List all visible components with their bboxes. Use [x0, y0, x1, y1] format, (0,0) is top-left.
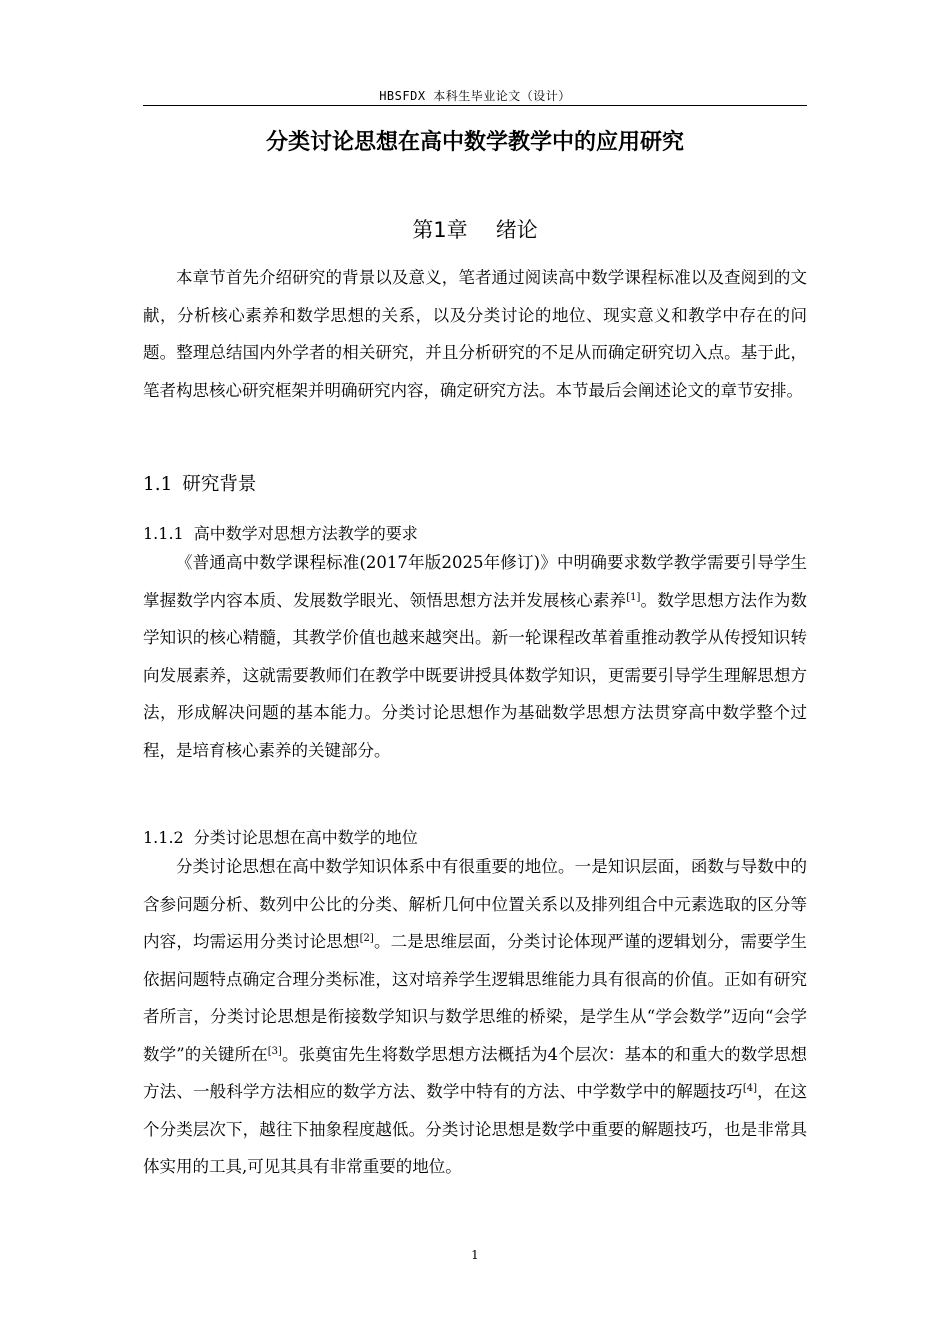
section-number: 1.1.1 [143, 524, 184, 543]
paragraph-text: 。二是思维层面，分类讨论体现严谨的逻辑划分，需要学生依据问题特点确定合理分类标准，这对培养学生逻辑思维能力具有很高的价值。正如有研究者所言，分类讨论思想是衔接数学知识与数学思维的桥梁，是学生从“学会数学”迈向“会学数学”的关键所在 [143, 932, 808, 1064]
section-title: 研究背景 [182, 474, 257, 495]
running-header: HBSFDX 本科生毕业论文（设计） [379, 89, 571, 103]
paragraph-text: 分类讨论思想在高中数学知识体系中有很重要的地位。一是知识层面，函数与导数中的含参问题分析、数列中公比的分类、解析几何中位置关系以及排列组合中元素选取的区分等内容，均需运用分类讨论思想 [143, 857, 807, 951]
chapter-number: 第1章 [412, 218, 468, 242]
section-number: 1.1 [143, 474, 173, 495]
section-title: 分类讨论思想在高中数学的地位 [193, 828, 418, 847]
citation-ref: [4] [742, 1083, 758, 1094]
section-title: 高中数学对思想方法教学的要求 [193, 524, 418, 543]
page-number: 1 [471, 1248, 479, 1262]
chapter-heading [143, 214, 807, 246]
citation-ref: [3] [267, 1045, 282, 1057]
section-heading-1-1 [143, 470, 256, 500]
section-number: 1.1.2 [143, 828, 184, 847]
thesis-title: 分类讨论思想在高中数学教学中的应用研究 [265, 130, 684, 155]
body-paragraph-1-1-2 [143, 848, 807, 1186]
body-paragraph-1-1-1 [143, 544, 807, 769]
intro-paragraph: 本章节首先介绍研究的背景以及意义，笔者通过阅读高中数学课程标准以及查阅到的文献，分析核心素养和数学思想的关系，以及分类讨论的地位、现实意义和教学中存在的问题。整理总结国内外学者的相关研究，并且分析研究的不足从而确定研究切入点。基于此，笔者构思核心研究框架并明确研究内容，确定研究方法。本节最后会阐述论文的章节安排。 [143, 268, 807, 400]
paragraph-text: 《普通高中数学课程标准(2017年版2025年修订)》中明确要求数学教学需要引导学生掌握数学内容本质、发展数学眼光、领悟思想方法并发展核心素养 [143, 553, 807, 610]
paragraph-text: 。张奠宙先生将数学思想方法概括为4个层次：基本的和重大的数学思想方法、一般科学方法相应的数学方法、数学中特有的方法、中学数学中的解题技巧 [143, 1044, 808, 1101]
paragraph-text: 。数学思想方法作为数学知识的核心精髓，其教学价值也越来越突出。新一轮课程改革着重推动教学从传授知识转向发展素养，这就需要教师们在教学中既要讲授具体数学知识，更需要引导学生理解思想方法，形成解决问题的基本能力。分类讨论思想作为基础数学思想方法贯穿高中数学整个过程，是培育核心素养的关键部分。 [143, 590, 808, 760]
header-rule [143, 105, 807, 106]
chapter-title: 绪论 [495, 218, 538, 242]
citation-ref: [2] [359, 933, 374, 944]
citation-ref: [1] [626, 591, 641, 603]
paragraph-text: ，在这个分类层次下，越往下抽象程度越低。分类讨论思想是数学中重要的解题技巧，也是非常具体实用的工具,可见其具有非常重要的地位。 [143, 1082, 808, 1176]
